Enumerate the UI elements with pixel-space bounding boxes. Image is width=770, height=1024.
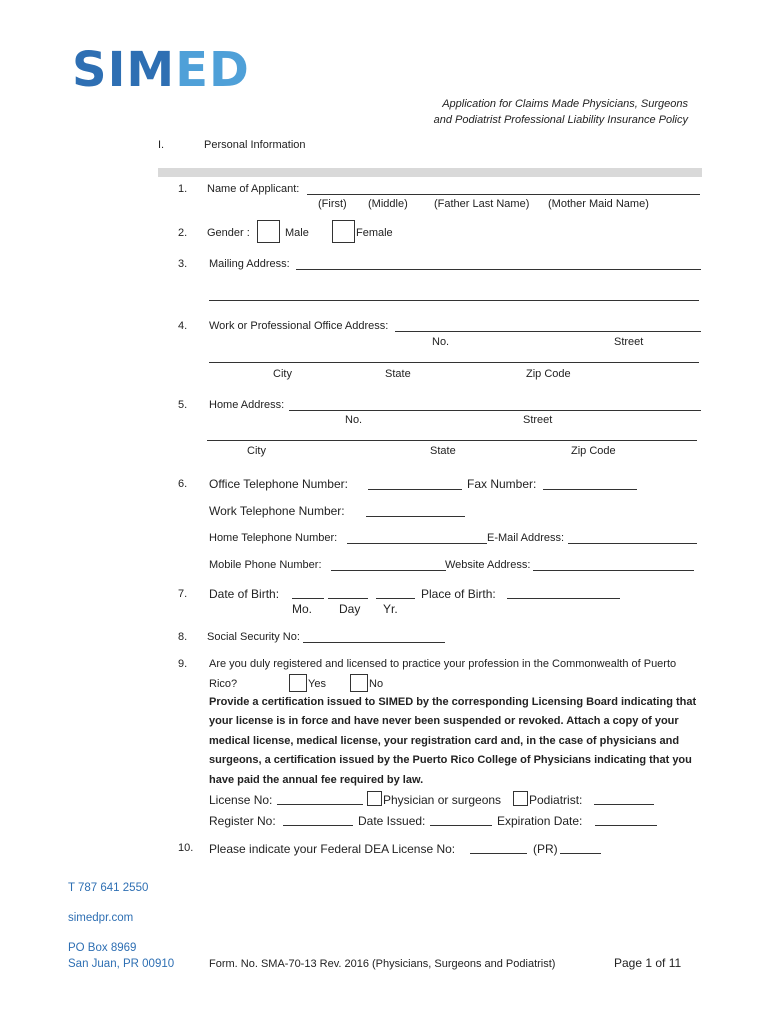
name-mother-caption: (Mother Maid Name) — [548, 198, 649, 210]
website-field[interactable] — [533, 570, 694, 571]
license-question-line2: Rico? — [209, 678, 238, 690]
mailing-address-label: Mailing Address: — [209, 258, 290, 270]
footer-city: San Juan, PR 00910 — [68, 958, 175, 970]
male-checkbox[interactable] — [257, 220, 280, 243]
home-address-label: Home Address: — [209, 399, 285, 411]
instruction-line2: your license is in force and have never been suspended or revoked. Attach a copy of your — [209, 715, 679, 727]
ssn-field[interactable] — [303, 642, 445, 643]
dob-month-field[interactable] — [292, 598, 324, 599]
office-tel-field[interactable] — [368, 489, 462, 490]
name-father-caption: (Father Last Name) — [434, 198, 530, 210]
name-first-caption: (First) — [318, 198, 347, 210]
instruction-line3: medical license, medical license, your registration card and, in the case of physicians and — [209, 735, 680, 747]
podiatrist-field[interactable] — [594, 804, 654, 805]
register-no-label: Register No: — [209, 814, 276, 828]
q7-number: 7. — [178, 588, 188, 600]
license-question-line1: Are you duly registered and licensed to practice your profession in the Commonwealth of Puerto — [209, 658, 677, 670]
section-number: I. — [158, 139, 165, 151]
work-city-caption: City — [273, 368, 292, 380]
home-street-caption: Street — [523, 414, 553, 426]
license-no-label: License No: — [209, 793, 273, 807]
dob-label: Date of Birth: — [209, 587, 280, 601]
instruction-line4: surgeons, a certification issued by the Puerto Rico College of Physicians indicating that you — [209, 754, 692, 766]
instruction-line5: have paid the annual fee required by law. — [209, 774, 424, 786]
female-label: Female — [356, 227, 393, 239]
q9-number: 9. — [178, 658, 188, 670]
q8-number: 8. — [178, 631, 188, 643]
work-address-field[interactable] — [395, 331, 701, 332]
instruction-line1: Provide a certification issued to SIMED by the corresponding Licensing Board indicating that — [209, 696, 697, 708]
date-issued-field[interactable] — [430, 825, 492, 826]
podiatrist-checkbox[interactable] — [513, 791, 528, 806]
dob-year-caption: Yr. — [383, 602, 398, 616]
q5-number: 5. — [178, 399, 188, 411]
name-middle-caption: (Middle) — [368, 198, 408, 210]
pob-field[interactable] — [507, 598, 620, 599]
office-tel-label: Office Telephone Number: — [209, 477, 348, 491]
dob-month-caption: Mo. — [292, 602, 313, 616]
physician-checkbox[interactable] — [367, 791, 382, 806]
work-state-caption: State — [385, 368, 411, 380]
work-zip-caption: Zip Code — [526, 368, 571, 380]
mailing-address-field-2[interactable] — [209, 300, 699, 301]
home-no-caption: No. — [345, 414, 363, 426]
logo-text-part2: ED — [175, 42, 250, 98]
home-zip-caption: Zip Code — [571, 445, 616, 457]
footer-website[interactable]: simedpr.com — [68, 912, 134, 924]
male-label: Male — [285, 227, 309, 239]
work-address-label: Work or Professional Office Address: — [209, 320, 389, 332]
pr-field[interactable] — [560, 853, 601, 854]
q6-number: 6. — [178, 478, 188, 490]
yes-label: Yes — [308, 678, 326, 690]
fax-field[interactable] — [543, 489, 637, 490]
website-label: Website Address: — [445, 559, 531, 571]
expiration-label: Expiration Date: — [497, 814, 583, 828]
gender-label: Gender : — [207, 227, 250, 239]
home-city-caption: City — [247, 445, 266, 457]
ssn-label: Social Security No: — [207, 631, 300, 643]
fax-label: Fax Number: — [467, 477, 537, 491]
mobile-field[interactable] — [331, 570, 446, 571]
work-tel-field[interactable] — [366, 516, 465, 517]
dob-year-field[interactable] — [376, 598, 415, 599]
email-label: E-Mail Address: — [487, 532, 565, 544]
work-tel-label: Work Telephone Number: — [209, 504, 345, 518]
q4-number: 4. — [178, 320, 188, 332]
pr-label: (PR) — [533, 842, 558, 856]
q1-number: 1. — [178, 183, 188, 195]
mobile-label: Mobile Phone Number: — [209, 559, 322, 571]
physician-label: Physician or surgeons — [383, 793, 502, 807]
q2-number: 2. — [178, 227, 188, 239]
dob-day-field[interactable] — [328, 598, 368, 599]
title-line-2: and Podiatrist Professional Liability Insurance Policy — [433, 114, 688, 126]
page-number: Page 1 of 11 — [614, 956, 682, 970]
podiatrist-label: Podiatrist: — [529, 793, 583, 807]
q3-number: 3. — [178, 258, 188, 270]
date-issued-label: Date Issued: — [358, 814, 426, 828]
document-title — [434, 96, 688, 128]
work-street-caption: Street — [614, 336, 644, 348]
name-label: Name of Applicant: — [207, 183, 300, 195]
dea-label: Please indicate your Federal DEA License No: — [209, 842, 456, 856]
no-label: No — [369, 678, 384, 690]
work-no-caption: No. — [432, 336, 450, 348]
female-checkbox[interactable] — [332, 220, 355, 243]
dob-day-caption: Day — [339, 602, 361, 616]
mailing-address-field[interactable] — [296, 269, 701, 270]
form-number: Form. No. SMA-70-13 Rev. 2016 (Physicians, Surgeons and Podiatrist) — [209, 958, 556, 970]
email-field[interactable] — [568, 543, 697, 544]
work-address-field-2[interactable] — [209, 362, 699, 363]
yes-checkbox[interactable] — [289, 674, 307, 692]
title-line-1: Application for Claims Made Physicians, Surgeons — [442, 98, 688, 110]
simed-logo — [72, 42, 250, 98]
name-field[interactable] — [307, 194, 700, 195]
license-no-field[interactable] — [277, 804, 363, 805]
footer-phone: T 787 641 2550 — [68, 882, 149, 894]
home-tel-label: Home Telephone Number: — [209, 532, 338, 544]
logo-text-part1: SIM — [72, 42, 176, 98]
expiration-field[interactable] — [595, 825, 657, 826]
section-title: Personal Information — [204, 139, 306, 151]
no-checkbox[interactable] — [350, 674, 368, 692]
home-tel-field[interactable] — [347, 543, 487, 544]
section-divider — [158, 168, 702, 177]
home-address-field[interactable] — [289, 410, 701, 411]
home-state-caption: State — [430, 445, 456, 457]
footer-po-box: PO Box 8969 — [68, 942, 137, 954]
q10-number: 10. — [178, 842, 194, 854]
pob-label: Place of Birth: — [421, 587, 496, 601]
home-address-field-2[interactable] — [207, 440, 697, 441]
register-no-field[interactable] — [283, 825, 353, 826]
dea-field[interactable] — [470, 853, 527, 854]
